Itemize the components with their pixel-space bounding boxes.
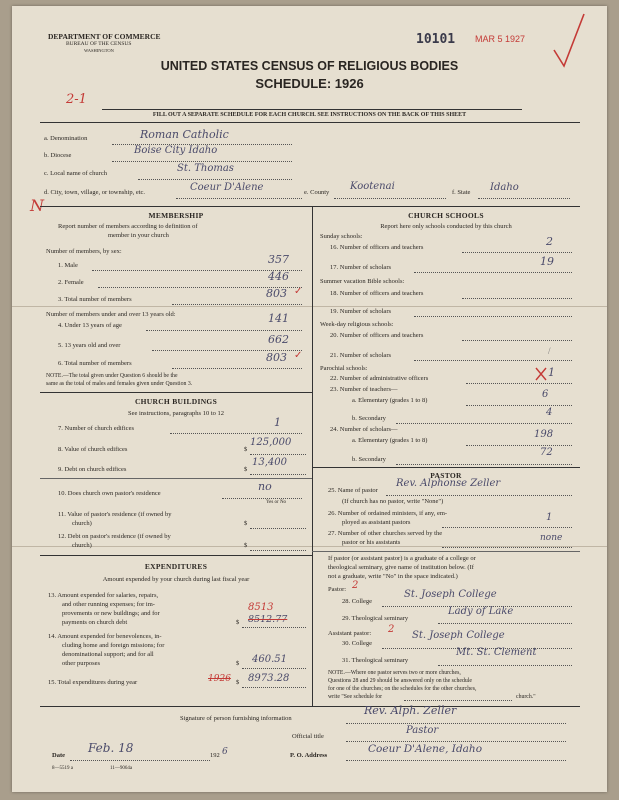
q11-label: 11. Value of pastor's residence (if owned by <box>58 511 172 518</box>
bureau-city: WASHINGTON <box>84 48 114 53</box>
weekday-schools-label: Week-day religious schools: <box>320 321 394 328</box>
q23b-label: b. Secondary <box>352 415 386 422</box>
q14-label-3: denominational support; and for all <box>62 651 154 658</box>
bureau-name: BUREAU OF THE CENSUS <box>66 41 132 47</box>
pastor-note-5: church." <box>516 694 536 700</box>
q29-value: Lady of Lake <box>448 606 514 617</box>
dollar-sign: $ <box>236 619 240 626</box>
q22-label: 22. Number of administrative officers <box>330 375 429 382</box>
county-label: e. County <box>304 189 330 196</box>
q30-label: 30. College <box>342 640 372 647</box>
q20-label: 20. Number of officers and teachers <box>330 332 424 339</box>
form-number: 8—5519 a <box>52 766 73 771</box>
dollar-sign: $ <box>236 660 240 667</box>
year-value: 6 <box>222 747 228 757</box>
q25-label: 25. Name of pastor <box>328 487 378 494</box>
q3-label: 3. Total number of members <box>58 296 132 303</box>
q1-value: 357 <box>268 253 289 266</box>
denomination-value: Roman Catholic <box>140 128 229 141</box>
q13-label: 13. Amount expended for salaries, repairs, <box>48 592 159 599</box>
date-value: Feb. 18 <box>88 741 134 755</box>
q24a-value: 198 <box>534 429 554 440</box>
q5-value: 662 <box>268 333 289 346</box>
city-value: Coeur D'Alene <box>190 182 264 193</box>
q13-corrected-value: 8513 <box>248 602 274 613</box>
q27-label-2: pastor or his assistants <box>342 539 401 546</box>
membership-intro: Report number of members according to definition of <box>58 223 198 230</box>
county-value: Kootenai <box>350 181 395 192</box>
check-mark-icon: ✓ <box>294 286 303 297</box>
q13-label-3: provements or new buildings; and for <box>62 610 160 617</box>
q24b-value: 72 <box>540 447 553 458</box>
q18-label: 18. Number of officers and teachers <box>330 290 424 297</box>
po-address-label: P. O. Address <box>290 752 328 759</box>
buildings-sub: See instructions, paragraphs 10 to 12 <box>127 410 225 417</box>
handwritten-note: 2-1 <box>66 92 87 107</box>
q27-label: 27. Number of other churches served by the <box>328 530 443 537</box>
date-label: Date <box>52 752 65 759</box>
q31-label: 31. Theological seminary <box>342 657 409 664</box>
state-value: Idaho <box>490 182 519 193</box>
margin-mark: N <box>30 196 44 215</box>
pastor-note: NOTE.—Where one pastor serves two or more churches, <box>328 670 461 676</box>
q14-label-2: cluding home and foreign missions; for <box>62 642 165 649</box>
q5-label: 5. 13 years old and over <box>58 342 121 349</box>
pastor-note-2: Questions 28 and 29 should be answered only on the schedule <box>328 678 472 684</box>
fold-line <box>12 306 607 307</box>
q7-label: 7. Number of church edifices <box>58 425 134 432</box>
sunday-schools-label: Sunday schools: <box>320 233 363 240</box>
q23a-label: a. Elementary (grades 1 to 8) <box>352 397 428 404</box>
denomination-label: a. Denomination <box>44 135 88 142</box>
q24a-label: a. Elementary (grades 1 to 8) <box>352 437 428 444</box>
q3-value: 803 <box>266 287 287 300</box>
q17-value: 19 <box>540 255 554 268</box>
buildings-heading: CHURCH BUILDINGS <box>134 397 218 406</box>
q30-value: St. Joseph College <box>412 630 505 641</box>
q23-label: 23. Number of teachers— <box>330 386 398 393</box>
q4-label: 4. Under 13 years of age <box>58 322 122 329</box>
q28-value: St. Joseph College <box>404 589 497 600</box>
q12-label: 12. Debt on pastor's residence (if owned by <box>58 533 171 540</box>
membership-intro-2: member in your church <box>108 232 169 239</box>
q14-value: 460.51 <box>252 654 287 665</box>
q11-label-2: church) <box>72 520 92 527</box>
form-title: UNITED STATES CENSUS OF RELIGIOUS BODIES <box>160 59 459 73</box>
q6-label: 6. Total number of members <box>58 360 132 367</box>
q10-label: 10. Does church own pastor's residence <box>58 490 161 497</box>
members-by-sex-label: Number of members, by sex: <box>46 248 122 255</box>
year-label: 192 <box>210 752 220 759</box>
membership-note-2: same as the total of males and females given under Question 3. <box>46 381 193 387</box>
yes-or-no-hint: Yes or No <box>266 500 287 505</box>
serial-number: 10101 <box>416 32 456 47</box>
pastor-heading: PASTOR <box>430 471 462 480</box>
q13-label-4: payments on church debt <box>62 619 128 626</box>
local-name-value: St. Thomas <box>177 163 234 174</box>
q1-label: 1. Male <box>58 262 78 269</box>
q16-value: 2 <box>546 235 553 248</box>
q22-value: 1 <box>548 366 555 379</box>
diocese-value: Boise City Idaho <box>134 145 218 156</box>
state-label: f. State <box>452 189 471 196</box>
q9-value: 13,400 <box>252 457 287 468</box>
pastor-mark: 2 <box>352 580 359 591</box>
q23b-value: 4 <box>546 407 553 418</box>
official-title-value: Pastor <box>406 725 439 736</box>
q12-label-2: church) <box>72 542 92 549</box>
q17-label: 17. Number of scholars <box>330 264 392 271</box>
summer-schools-label: Summer vacation Bible schools: <box>320 278 405 285</box>
signature-value: Rev. Alph. Zeller <box>364 704 457 717</box>
dollar-sign: $ <box>244 466 248 473</box>
q2-label: 2. Female <box>58 279 84 286</box>
q7-value: 1 <box>274 416 281 429</box>
red-cross-mark-icon <box>534 366 548 382</box>
signature-label: Signature of person furnishing information <box>180 715 292 722</box>
instruction-line: FILL OUT A SEPARATE SCHEDULE FOR EACH CHURCH. SEE INSTRUCTIONS ON THE BACK OF THIS SHEET <box>152 112 467 118</box>
print-number: 11—9064a <box>110 766 133 771</box>
q4-value: 141 <box>268 312 289 325</box>
diocese-label: b. Diocese <box>44 152 72 159</box>
q26-value: 1 <box>546 512 553 523</box>
q23a-value: 6 <box>542 389 549 400</box>
assistant-pastor-mark: 2 <box>388 624 395 635</box>
assistant-pastor-subheading: Assistant pastor: <box>328 630 372 637</box>
q14-label-4: other purposes <box>62 660 101 667</box>
graduate-instruction-3: not a graduate, write "No" in the space indicated.) <box>328 573 458 580</box>
q31-value: Mt. St. Clement <box>456 647 537 658</box>
graduate-instruction-2: theological seminary, give name of institution below. (If <box>328 564 474 571</box>
q28-label: 28. College <box>342 598 372 605</box>
q24-label: 24. Number of scholars— <box>330 426 398 433</box>
tick-mark: / <box>548 346 551 356</box>
parochial-schools-label: Parochial schools: <box>320 365 368 372</box>
q25-note: (If church has no pastor, write "None") <box>342 498 444 505</box>
q13-label-2: and other running expenses; for im- <box>62 601 155 608</box>
city-label: d. City, town, village, or township, etc. <box>44 189 146 196</box>
check-mark-icon: ✓ <box>294 350 303 361</box>
q16-label: 16. Number of officers and teachers <box>330 244 424 251</box>
schools-heading: CHURCH SCHOOLS <box>408 211 484 220</box>
q8-value: 125,000 <box>250 437 292 448</box>
q24b-label: b. Secondary <box>352 456 386 463</box>
q26-label: 26. Number of ordained ministers, if any, em- <box>328 510 448 517</box>
q8-label: 8. Value of church edifices <box>58 446 128 453</box>
expenditures-sub: Amount expended by your church during last fiscal year <box>102 576 250 583</box>
q27-value: none <box>540 533 563 543</box>
official-title-label: Official title <box>292 733 324 740</box>
dollar-sign: $ <box>244 542 248 549</box>
pastor-note-3: for one of the churches; on the schedules for the other churches, <box>328 686 477 692</box>
dollar-sign: $ <box>244 520 248 527</box>
department-name: DEPARTMENT OF COMMERCE <box>48 32 161 41</box>
q26-label-2: ployed as assistant pastors <box>342 519 411 526</box>
pastor-name: Rev. Alphonse Zeller <box>396 478 501 489</box>
dollar-sign: $ <box>244 446 248 453</box>
q15-year: 1926 <box>208 674 231 684</box>
membership-note: NOTE.—The total given under Question 6 should be the <box>46 373 178 379</box>
po-address-value: Coeur D'Alene, Idaho <box>368 743 483 755</box>
q21-label: 21. Number of scholars <box>330 352 392 359</box>
q10-value: no <box>258 480 272 493</box>
q9-label: 9. Debt on church edifices <box>58 466 127 473</box>
q6-value: 803 <box>266 351 287 364</box>
pastor-subheading: Pastor: <box>328 586 347 593</box>
received-stamp: MAR 5 1927 <box>475 34 526 44</box>
schools-intro: Report here only schools conducted by this church <box>380 223 512 230</box>
dollar-sign: $ <box>236 679 240 686</box>
census-schedule-sheet <box>12 6 607 792</box>
graduate-instruction: If pastor (or assistant pastor) is a graduate of a college or <box>328 555 476 562</box>
expenditures-heading: EXPENDITURES <box>144 562 208 571</box>
form-subtitle: SCHEDULE: 1926 <box>255 76 364 91</box>
q15-label: 15. Total expenditures during year <box>48 679 138 686</box>
q15-value: 8973.28 <box>248 673 290 684</box>
q19-label: 19. Number of scholars <box>330 308 392 315</box>
membership-heading: MEMBERSHIP <box>148 211 204 220</box>
local-name-label: c. Local name of church <box>44 170 107 177</box>
q29-label: 29. Theological seminary <box>342 615 409 622</box>
q2-value: 446 <box>268 270 289 283</box>
pastor-note-4: write "See schedule for <box>328 694 383 700</box>
age-label: Number of members under and over 13 years old: <box>46 311 176 318</box>
q14-label: 14. Amount expended for benevolences, in- <box>48 633 162 640</box>
q13-value: 8512.77 <box>248 614 288 625</box>
